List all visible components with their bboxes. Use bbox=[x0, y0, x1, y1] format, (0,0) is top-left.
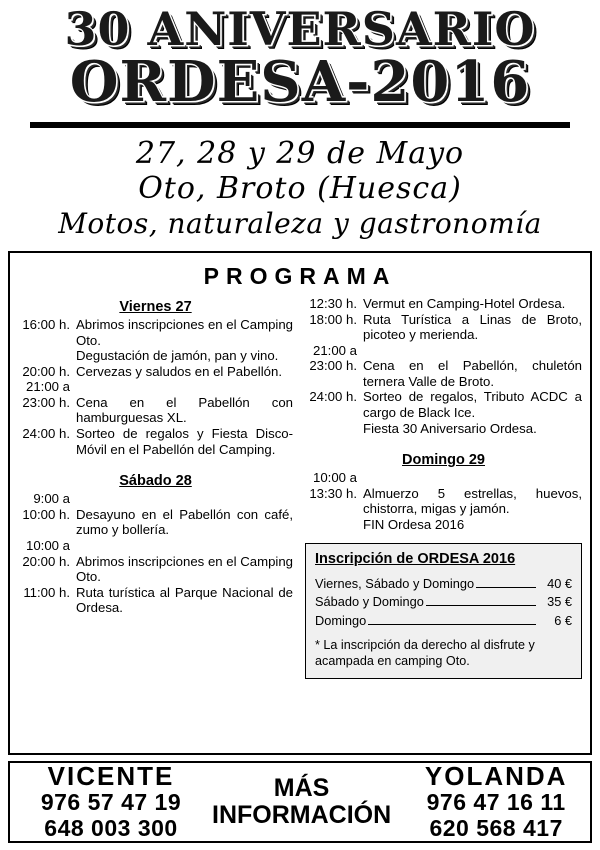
contact-left bbox=[10, 762, 212, 842]
program-right-column bbox=[305, 296, 582, 679]
program-entry-time: 10:00 a bbox=[313, 470, 358, 486]
program-entry bbox=[18, 507, 293, 538]
program-entry-time: 20:00 h. bbox=[22, 553, 70, 569]
subtitle-theme: Motos, naturaleza y gastronomía bbox=[58, 206, 542, 240]
program-entry bbox=[305, 312, 582, 343]
contact-right bbox=[391, 762, 600, 842]
program-entry-time: 21:00 a bbox=[313, 342, 358, 358]
program-entry bbox=[18, 491, 293, 507]
program-entry-text: Cervezas y saludos en el Pabellón. bbox=[76, 363, 282, 379]
program-columns bbox=[18, 296, 582, 679]
program-entry bbox=[18, 538, 293, 554]
program-entry-text: Ruta turística al Parque Nacional de Ordesa. bbox=[76, 584, 294, 616]
program-entry-time bbox=[305, 421, 363, 437]
price-value: 40 € bbox=[547, 575, 572, 591]
poster-title-line-1: 30 ANIVERSARIO bbox=[64, 2, 536, 56]
price-leader-line bbox=[368, 616, 536, 625]
program-entry-text bbox=[363, 343, 582, 359]
contact-right-phone-2[interactable]: 620 568 417 bbox=[429, 815, 563, 842]
program-entry bbox=[18, 395, 293, 426]
program-entry-time bbox=[18, 348, 76, 364]
program-panel bbox=[8, 251, 592, 755]
program-entry bbox=[18, 348, 293, 364]
program-entry bbox=[305, 389, 582, 420]
program-entry bbox=[18, 585, 293, 616]
program-entry-text: Abrimos inscripciones en el Camping Oto. bbox=[76, 553, 294, 585]
program-entry-time: 13:30 h. bbox=[309, 485, 358, 501]
program-entry bbox=[305, 343, 582, 359]
program-entry bbox=[305, 517, 582, 533]
program-entry-text: Cena en el Pabellón con hamburguesas XL. bbox=[76, 394, 294, 426]
contact-right-phone-1[interactable]: 976 47 16 11 bbox=[426, 789, 566, 816]
program-entry bbox=[305, 421, 582, 437]
program-entry bbox=[18, 317, 293, 348]
program-entry-time: 21:00 a bbox=[26, 379, 70, 395]
program-entry-text: Desayuno en el Pabellón con café, zumo y bollería. bbox=[76, 506, 294, 538]
program-entry-time: 23:00 h. bbox=[309, 358, 358, 374]
poster-title-line-2: ORDESA-2016 bbox=[69, 49, 531, 115]
program-entry-text bbox=[76, 491, 293, 507]
price-value: 35 € bbox=[547, 594, 572, 610]
program-entry bbox=[305, 486, 582, 517]
contact-footer bbox=[8, 761, 592, 843]
program-entry-text: Abrimos inscripciones en el Camping Oto. bbox=[76, 317, 294, 348]
program-entry bbox=[305, 296, 582, 312]
price-leader-line bbox=[426, 597, 536, 606]
poster-header bbox=[0, 0, 600, 128]
program-heading: PROGRAMA bbox=[203, 263, 397, 289]
program-entry-text: Degustación de jamón, pan y vino. bbox=[76, 348, 279, 364]
program-entry-text bbox=[76, 379, 293, 395]
program-day-heading: Domingo 29 bbox=[402, 452, 485, 469]
more-info-line-2: INFORMACIÓN bbox=[212, 801, 392, 829]
subtitle-dates: 27, 28 y 29 de Mayo bbox=[135, 136, 465, 171]
program-entry-time: 11:00 h. bbox=[23, 584, 70, 600]
contact-left-phone-2[interactable]: 648 003 300 bbox=[44, 815, 178, 842]
contact-middle-label bbox=[212, 775, 391, 830]
program-entry-time: 10:00 a bbox=[26, 537, 70, 553]
price-value: 6 € bbox=[554, 612, 572, 628]
program-entry-text bbox=[76, 538, 293, 554]
program-left-column bbox=[18, 296, 295, 679]
program-entry bbox=[18, 426, 293, 457]
program-day-heading: Sábado 28 bbox=[119, 473, 192, 490]
contact-left-name: VICENTE bbox=[47, 761, 175, 792]
program-entry-text: Sorteo de regalos y Fiesta Disco-Móvil en el Pabellón del Camping. bbox=[76, 426, 294, 457]
price-row bbox=[315, 593, 572, 612]
program-entry-time: 9:00 a bbox=[33, 491, 70, 507]
program-entry-time: 23:00 h. bbox=[22, 394, 70, 410]
title-divider-rule bbox=[30, 122, 570, 128]
subtitle-place: Oto, Broto (Huesca) bbox=[138, 171, 462, 207]
poster-subtitle bbox=[0, 136, 600, 240]
program-day-heading: Viernes 27 bbox=[119, 299, 192, 315]
program-entry bbox=[18, 364, 293, 380]
inscription-note: * La inscripción da derecho al disfrute y acampada en camping Oto. bbox=[315, 638, 535, 668]
program-entry-text: Cena en el Pabellón, chuletón ternera Valle de Broto. bbox=[363, 358, 582, 389]
program-entry bbox=[18, 379, 293, 395]
price-row bbox=[315, 575, 572, 594]
program-entry bbox=[18, 554, 293, 585]
program-entry-time: 18:00 h. bbox=[309, 311, 358, 327]
contact-left-phone-1[interactable]: 976 57 47 19 bbox=[40, 789, 182, 816]
program-entry-time: 16:00 h. bbox=[22, 317, 70, 332]
program-entry-text: Ruta Turística a Linas de Broto, picoteo y merienda. bbox=[363, 311, 582, 343]
program-entry-time bbox=[305, 517, 363, 533]
program-entry-text: FIN Ordesa 2016 bbox=[363, 516, 465, 532]
program-entry-time: 24:00 h. bbox=[309, 389, 358, 405]
program-entry bbox=[305, 358, 582, 389]
program-entry bbox=[305, 470, 582, 486]
program-entry-time: 10:00 h. bbox=[22, 506, 70, 522]
program-entry-time: 20:00 h. bbox=[22, 363, 70, 379]
contact-right-name: YOLANDA bbox=[424, 761, 568, 792]
price-label: Viernes, Sábado y Domingo bbox=[315, 575, 475, 591]
inscription-title: Inscripción de ORDESA 2016 bbox=[315, 550, 516, 567]
program-entry-text: Vermut en Camping-Hotel Ordesa. bbox=[363, 296, 566, 311]
more-info-line-1: MÁS bbox=[273, 773, 330, 802]
price-leader-line bbox=[476, 579, 536, 588]
program-entry-time: 24:00 h. bbox=[22, 426, 70, 442]
program-entry-time: 12:30 h. bbox=[309, 296, 358, 311]
price-label: Sábado y Domingo bbox=[315, 594, 424, 610]
price-row bbox=[315, 612, 572, 631]
program-entry-text: Sorteo de regalos, Tributo ACDC a cargo de Black Ice. bbox=[363, 389, 582, 421]
price-label: Domingo bbox=[315, 612, 367, 628]
program-entry-text: Almuerzo 5 estrellas, huevos, chistorra, migas y jamón. bbox=[363, 485, 582, 517]
inscription-panel bbox=[305, 543, 582, 679]
program-entry-text bbox=[363, 470, 582, 486]
program-entry-text: Fiesta 30 Aniversario Ordesa. bbox=[363, 420, 537, 436]
